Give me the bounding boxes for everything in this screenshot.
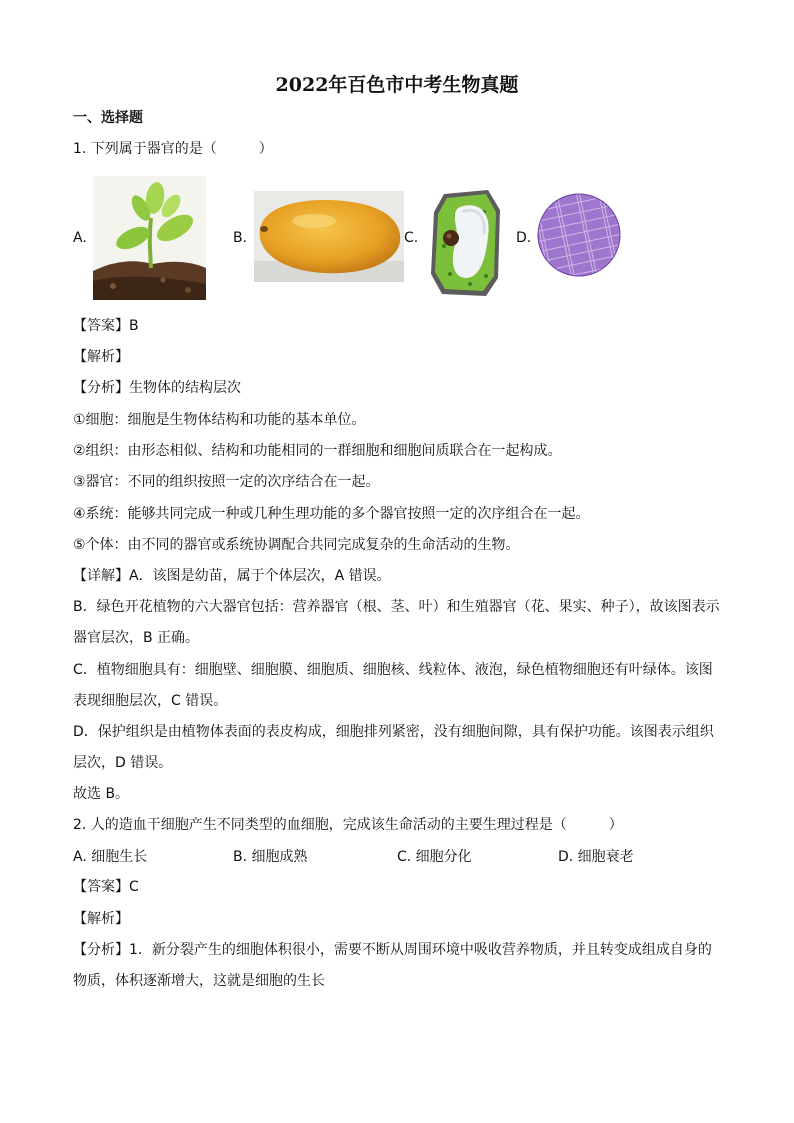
point-individual: ⑤个体：由不同的器官或系统协调配合共同完成复杂的生命活动的生物。	[73, 537, 520, 553]
answer-2: 【答案】C	[73, 879, 139, 895]
analysis-1-heading: 【解析】	[73, 349, 129, 365]
detail-a: 【详解】A．该图是幼苗，属于个体层次，A 错误。	[73, 568, 391, 584]
point-cell: ①细胞：细胞是生物体结构和功能的基本单位。	[73, 412, 366, 428]
option-d-label: D.	[516, 230, 532, 246]
detail-d: D．保护组织是由植物体表面的表皮构成，细胞排列紧密，没有细胞间隙，具有保护功能。该图表示组织层次，D 错误。	[73, 724, 714, 771]
point-tissue: ②组织：由形态相似、结构和功能相同的一群细胞和细胞间质联合在一起构成。	[73, 443, 562, 459]
question-2-stem: 2. 人的造血干细胞产生不同类型的血细胞，完成该生命活动的主要生理过程是（ ）	[73, 817, 623, 833]
seedling-image	[93, 176, 206, 300]
page-title: 2022年百色市中考生物真题	[275, 74, 519, 96]
option-b-label: B.	[233, 230, 248, 246]
epidermal-tissue-micrograph	[537, 193, 621, 277]
analysis-2-heading: 【解析】	[73, 911, 129, 927]
option-2a: A. 细胞生长	[73, 849, 148, 865]
option-2c: C. 细胞分化	[397, 849, 472, 865]
section-heading: 一、选择题	[73, 110, 143, 126]
answer-1: 【答案】B	[73, 318, 139, 334]
mango-fruit-image	[254, 191, 404, 282]
conclusion-1: 故选 B。	[73, 786, 130, 802]
analysis-1-intro: 【分析】生物体的结构层次	[73, 380, 241, 396]
analysis-2-text: 【分析】1．新分裂产生的细胞体积很小，需要不断从周围环境中吸收营养物质，并且转变成组成自身的物质，体积逐渐增大，这就是细胞的生长	[73, 942, 712, 989]
option-2d: D. 细胞衰老	[558, 849, 634, 865]
plant-cell-diagram	[426, 186, 506, 300]
detail-c: C．植物细胞具有：细胞壁、细胞膜、细胞质、细胞核、线粒体、液泡，绿色植物细胞还有叶绿体。该图表现细胞层次，C 错误。	[73, 662, 713, 709]
option-a-label: A.	[73, 230, 87, 246]
detail-b: B．绿色开花植物的六大器官包括：营养器官（根、茎、叶）和生殖器官（花、果实、种子），故该图表示器官层次，B 正确。	[73, 599, 720, 646]
option-c-label: C.	[404, 230, 419, 246]
point-system: ④系统：能够共同完成一种或几种生理功能的多个器官按照一定的次序组合在一起。	[73, 506, 590, 522]
point-organ: ③器官：不同的组织按照一定的次序结合在一起。	[73, 474, 380, 490]
question-1-stem: 1. 下列属于器官的是（ ）	[73, 141, 273, 157]
option-2b: B. 细胞成熟	[233, 849, 308, 865]
